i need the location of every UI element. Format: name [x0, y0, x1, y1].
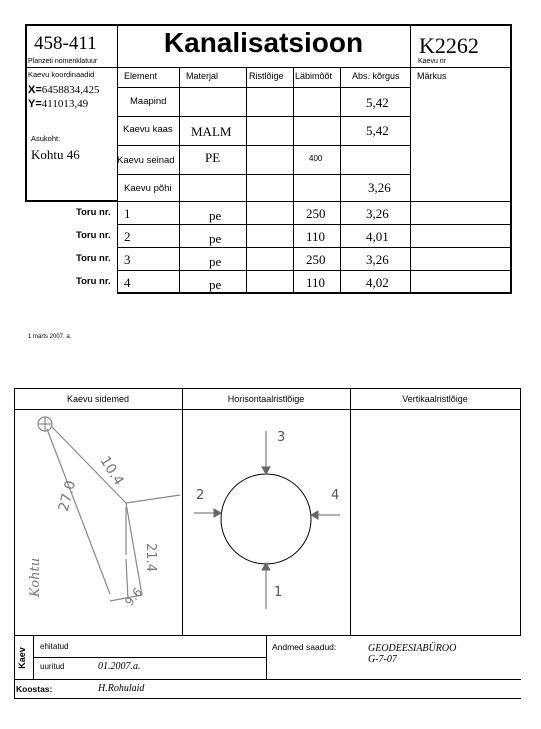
pipe-label: Toru nr.	[76, 207, 111, 218]
tie-line	[126, 495, 180, 503]
pipe-diameter: 250	[306, 252, 326, 267]
y-coordinate	[28, 98, 88, 110]
address: Kohtu 46	[31, 147, 80, 162]
surveyed-label: uuritud	[40, 662, 65, 671]
frame-line	[14, 388, 521, 389]
source-value-1: GEODEESIABÜROO	[368, 643, 457, 654]
surveyed-value: 01.2007.a.	[98, 661, 141, 672]
vertical-title: Vertikaalristlõige	[402, 394, 468, 404]
header-height: Abs. kõrgus	[352, 71, 400, 81]
author-label: Koostas:	[16, 684, 53, 694]
frame-line	[117, 224, 511, 225]
frame-line	[25, 24, 511, 26]
source-value-2: G-7-07	[368, 654, 397, 665]
header-section: Ristlõige	[249, 71, 284, 81]
pipe-material: pe	[209, 208, 222, 223]
table-row-material: MALM	[191, 124, 232, 139]
pipe-height: 3,26	[366, 252, 389, 267]
header-element: Element	[124, 71, 158, 81]
pipe-material: pe	[209, 254, 222, 269]
horizontal-section-drawing	[182, 409, 350, 635]
sheet-number-caption: Planzeti nomenklatuur	[28, 58, 98, 65]
pipe-mark-bottom: 1	[274, 585, 283, 600]
pipe-mark-top: 3	[277, 430, 286, 445]
tie-dim-1: 10.4	[96, 453, 127, 489]
frame-line	[14, 679, 521, 680]
pipe-number: 2	[124, 229, 131, 244]
table-row-height: 5,42	[366, 95, 389, 110]
well-number-caption: Kaevu nr	[418, 58, 447, 65]
pipe-mark-right: 4	[331, 488, 340, 503]
pipe-height: 4,01	[366, 229, 389, 244]
pipe-number: 4	[124, 275, 131, 290]
pipe-height: 3,26	[366, 206, 389, 221]
coords-caption: Kaevu koordinaadid	[28, 70, 95, 79]
pipe-height: 4,02	[366, 275, 389, 290]
frame-line	[350, 388, 351, 635]
frame-line	[410, 24, 411, 294]
frame-line	[117, 174, 410, 175]
frame-line	[266, 635, 267, 679]
table-row-height: 3,26	[368, 180, 391, 195]
frame-line	[510, 24, 512, 294]
horizontal-title: Horisontaalristlõige	[227, 394, 305, 404]
frame-line	[410, 67, 511, 68]
pipe-number: 1	[124, 206, 131, 221]
frame-line	[246, 67, 247, 294]
table-row-height: 5,42	[366, 123, 389, 138]
pipe-number: 3	[124, 252, 131, 267]
frame-line	[14, 635, 15, 698]
pipe-diameter: 110	[306, 275, 326, 290]
header-material: Materjal	[186, 71, 219, 81]
frame-line	[117, 116, 410, 117]
frame-line	[179, 67, 180, 294]
frame-line	[25, 200, 117, 202]
y-value: 411013,49	[41, 98, 89, 110]
header-remark: Märkus	[417, 71, 447, 81]
frame-line	[117, 145, 410, 146]
side-label: Kaev	[16, 647, 27, 669]
arrow-head-icon	[214, 509, 221, 517]
frame-line	[33, 657, 266, 658]
frame-line	[117, 201, 511, 202]
page-title: Kanalisatsioon	[163, 27, 364, 58]
frame-line	[293, 67, 294, 294]
well-circle	[221, 474, 311, 564]
pipe-mark-left: 2	[196, 488, 205, 503]
date-note: 1 märts 2007. a.	[28, 334, 72, 340]
frame-line	[520, 388, 521, 635]
pipe-label: Toru nr.	[76, 276, 111, 287]
x-coordinate	[28, 84, 100, 96]
author-value: H.Rohulaid	[98, 683, 145, 694]
pipe-label: Toru nr.	[76, 230, 111, 241]
frame-line	[117, 87, 410, 88]
table-row-element: Kaevu seinad	[117, 155, 175, 166]
frame-line	[25, 24, 27, 202]
x-label: X=	[28, 84, 42, 96]
table-row-element: Kaevu kaas	[123, 124, 173, 135]
pipe-material: pe	[209, 277, 222, 292]
table-row-diameter: 400	[309, 154, 323, 163]
pipe-diameter: 250	[306, 206, 326, 221]
table-row-element: Kaevu põhi	[124, 183, 172, 194]
arrow-head-icon	[311, 511, 318, 519]
frame-line	[117, 247, 511, 248]
frame-line	[25, 67, 117, 68]
table-row-material: PE	[205, 150, 221, 165]
source-label: Andmed saadud:	[272, 642, 337, 652]
ties-title: Kaevu sidemed	[66, 394, 130, 404]
tie-dim-3: 21.4	[142, 543, 158, 572]
well-ties-sketch	[14, 409, 182, 635]
y-label: Y=	[28, 98, 42, 110]
x-value: 6458834,425	[41, 84, 100, 96]
built-label: ehitatud	[40, 642, 69, 651]
frame-line	[117, 67, 410, 68]
header-diameter: Läbimõõt	[295, 71, 333, 81]
address-caption: Asukoht:	[31, 134, 61, 143]
frame-line	[14, 698, 521, 699]
pipe-diameter: 110	[306, 229, 326, 244]
frame-line	[14, 635, 521, 636]
street-label: Kohtu	[28, 557, 44, 598]
table-row-element: Maapind	[130, 96, 167, 107]
tie-dim-2: 27.0	[55, 478, 80, 514]
pipe-label: Toru nr.	[76, 253, 111, 264]
well-number: K2262	[419, 33, 479, 58]
frame-line	[117, 270, 511, 271]
tie-dim-4: 9.6	[122, 585, 146, 609]
frame-line	[117, 292, 511, 294]
arrow-head-icon	[262, 467, 270, 474]
sheet-number: 458-411	[34, 33, 97, 54]
frame-line	[340, 67, 341, 294]
pipe-material: pe	[209, 231, 222, 246]
